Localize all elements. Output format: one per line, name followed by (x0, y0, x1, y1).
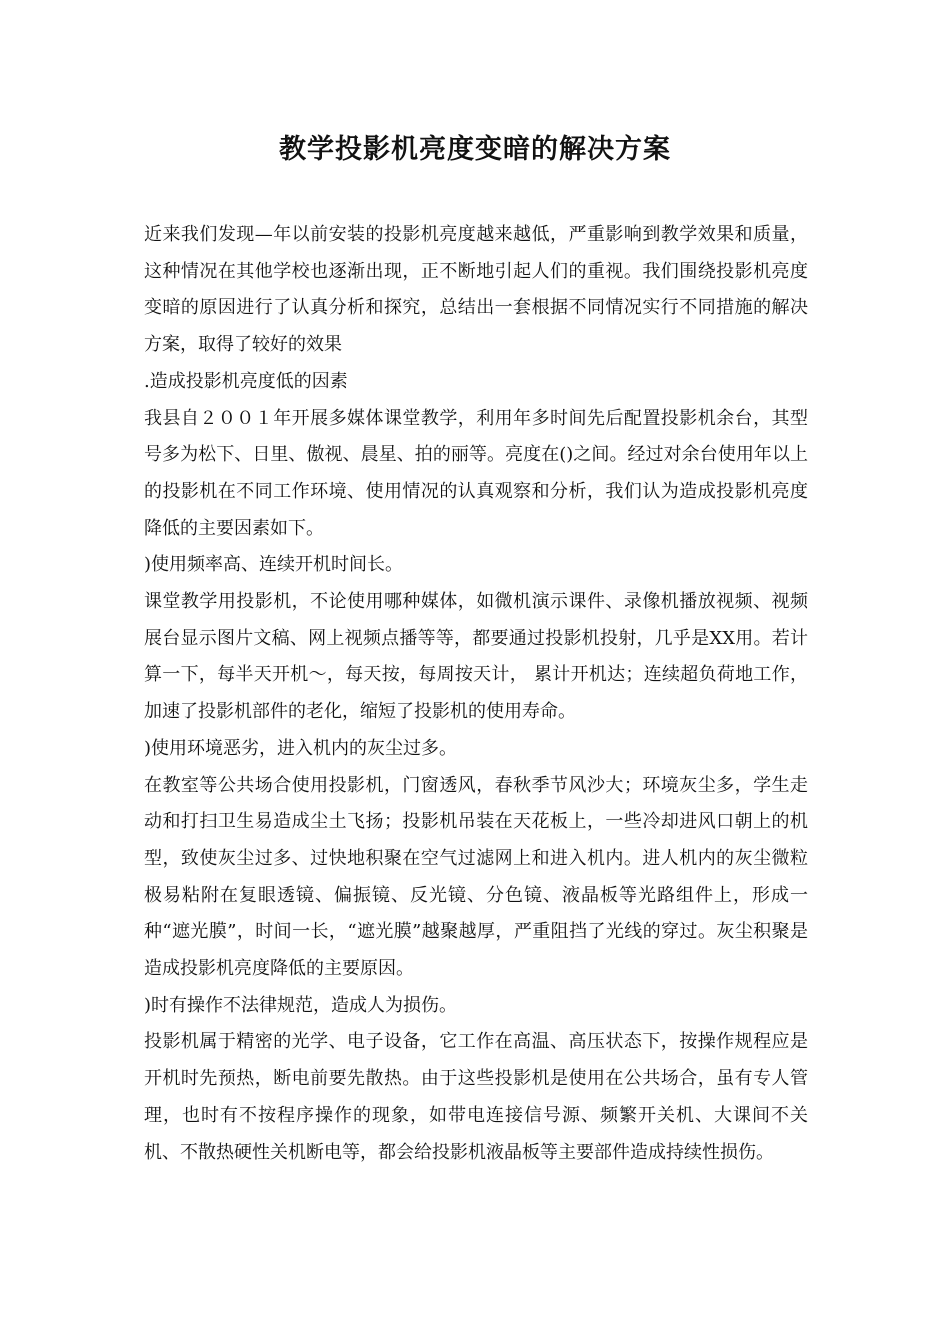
section-heading-causes: .造成投影机亮度低的因素 (144, 370, 348, 392)
cause-heading-usage: )使用频率高、连续开机时间长。 (144, 554, 404, 576)
usage-paragraph: 课堂教学用投影机，不论使用哪种媒体，如微机演示课件、录像机播放视频、视频展台显示图片文稿、网上视频点播等等，都要通过投影机投射，几乎是XX用。若计算一下，每半天开机～，每天按，每周按天计， 累计开机达；连续超负荷地工作，加速了投影机部件的老化，缩短了投影机的使用寿命。 (144, 591, 808, 723)
document-title: 教学投影机亮度变暗的解决方案 (279, 134, 671, 165)
operation-paragraph: 投影机属于精密的光学、电子设备，它工作在高温、高压状态下，按操作规程应是开机时先预热，断电前要先散热。由于这些投影机是使用在公共场合，虽有专人管理，也时有不按程序操作的现象，如带电连接信号源、频繁开关机、大课间不关机、不散热硬性关机断电等，都会给投影机液晶板等主要部件造成持续性损伤。 (144, 1031, 808, 1163)
cause-heading-operation: )时有操作不法律规范，造成人为损伤。 (144, 994, 458, 1016)
document-body (144, 217, 808, 1171)
background-paragraph: 我县自２００１年开展多媒体课堂教学，利用年多时间先后配置投影机余台，其型号多为松下、日里、傲视、晨星、拍的丽等。亮度在()之间。经过对余台使用年以上的投影机在不同工作环境、使用情况的认真观察和分析，我们认为造成投影机亮度降低的主要因素如下。 (144, 407, 808, 539)
intro-paragraph: 近来我们发现—年以前安装的投影机亮度越来越低，严重影响到教学效果和质量，这种情况在其他学校也逐渐出现，正不断地引起人们的重视。我们围绕投影机亮度变暗的原因进行了认真分析和探究，总结出一套根据不同情况实行不同措施的解决方案，取得了较好的效果 (144, 224, 808, 356)
cause-heading-dust: )使用环境恶劣，进入机内的灰尘过多。 (144, 737, 458, 759)
dust-paragraph: 在教室等公共场合使用投影机，门窗透风，春秋季节风沙大；环境灰尘多，学生走动和打扫卫生易造成尘土飞扬；投影机吊装在天花板上，一些冷却进风口朝上的机型，致使灰尘过多、过快地积聚在空气过滤网上和进入机内。进人机内的灰尘微粒极易粘附在复眼透镜、偏振镜、反光镜、分色镜、液晶板等光路组件上，形成一种“遮光膜”，时间一长，“遮光膜”越聚越厚，严重阻挡了光线的穿过。灰尘积聚是造成投影机亮度降低的主要原因。 (144, 774, 808, 980)
